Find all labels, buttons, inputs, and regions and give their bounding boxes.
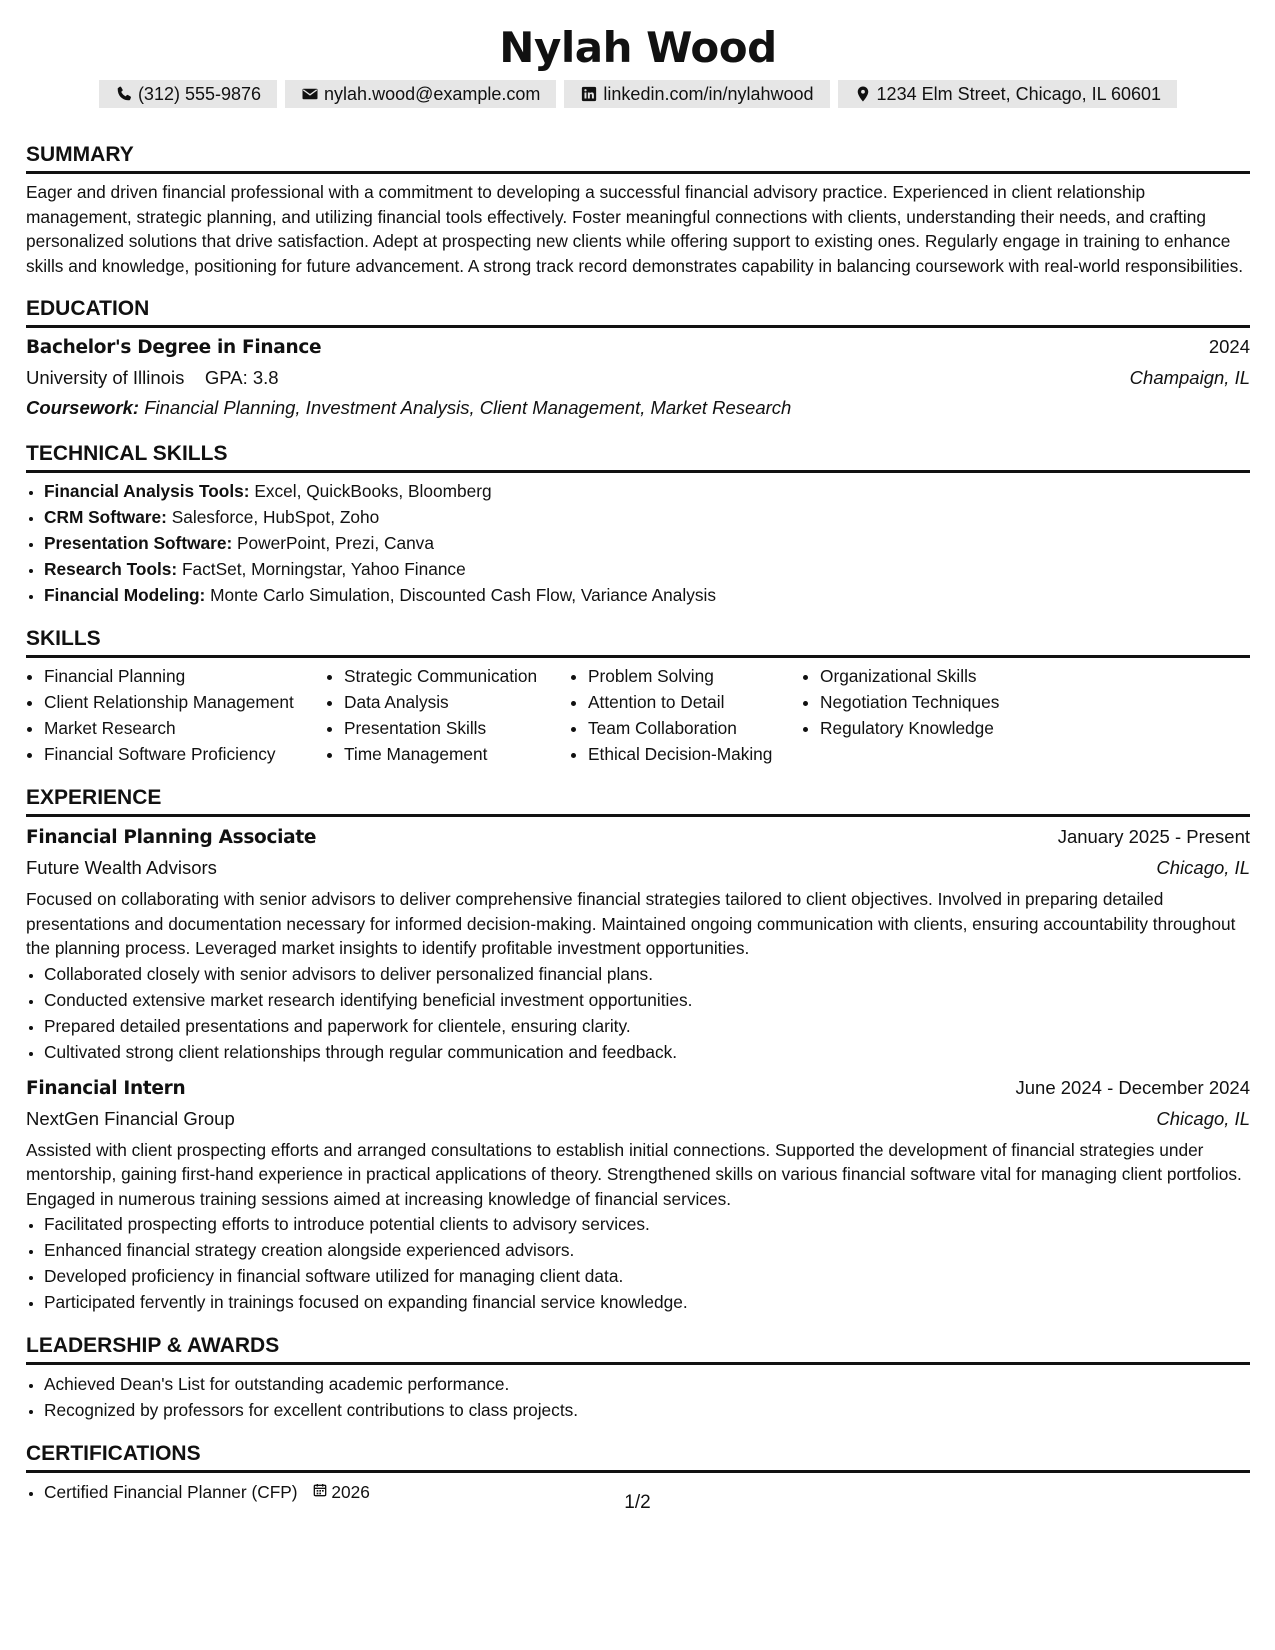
summary-heading: SUMMARY <box>26 142 1250 174</box>
envelope-icon <box>301 85 319 103</box>
education-section <box>26 296 1250 423</box>
email-text: nylah.wood@example.com <box>324 83 541 104</box>
list-item: • Strategic Communication <box>344 663 570 689</box>
skills-column <box>26 663 326 767</box>
skills-heading: SKILLS <box>26 626 1250 658</box>
company-name: NextGen Financial Group <box>26 1107 235 1129</box>
school-line <box>26 363 279 393</box>
technical-skills-section <box>26 441 1250 608</box>
job-title-text: Financial Intern <box>26 1077 186 1099</box>
summary-section <box>26 142 1250 278</box>
list-item: • Problem Solving <box>588 663 802 689</box>
list-item: • Financial Software Proficiency <box>44 741 326 767</box>
list-item: • Attention to Detail <box>588 689 802 715</box>
degree-title: Bachelor's Degree in Finance <box>26 337 322 358</box>
list-item: • Facilitated prospecting efforts to introduce potential clients to advisory services. <box>44 1211 1250 1237</box>
address-text: 1234 Elm Street, Chicago, IL 60601 <box>876 83 1162 104</box>
skills-column <box>570 663 802 767</box>
list-item <box>44 556 1250 582</box>
job-title-text: Financial Planning Associate <box>26 827 317 848</box>
list-item: • Organizational Skills <box>820 663 1080 689</box>
list-item <box>44 478 1250 504</box>
gpa: GPA: 3.8 <box>204 367 279 388</box>
list-item: • Achieved Dean's List for outstanding academic performance. <box>44 1371 1250 1397</box>
certification-name: Certified Financial Planner (CFP) <box>44 1482 298 1502</box>
job-location: Chicago, IL <box>1156 1107 1250 1129</box>
education-heading: EDUCATION <box>26 296 1250 328</box>
job-dates: June 2024 - December 2024 <box>1015 1076 1250 1098</box>
skills-column <box>802 663 1080 767</box>
leadership-section <box>26 1333 1250 1423</box>
job-header-row <box>26 1073 1250 1104</box>
list-item: • Data Analysis <box>344 689 570 715</box>
linkedin-text: linkedin.com/in/nylahwood <box>603 83 814 104</box>
job-company-row <box>26 853 1250 883</box>
job-title <box>26 823 316 853</box>
summary-text: Eager and driven financial professional with a commitment to developing a successful financial advisory practice. Experienced in client relationship management, strategic planning, and utilizing financial tools effectively. Foster meaningful connections with clients, understanding their needs, and crafting personalized solutions that drive satisfaction. Adept at prospecting new clients while offering support to existing ones. Regularly engage in training to enhance skills and knowledge, positioning for future advancement. A strong track record demonstrates capability in balancing coursework with real-world responsibilities. <box>26 182 1244 276</box>
list-item: • Conducted extensive market research identifying beneficial investment opportunities. <box>44 987 1250 1013</box>
list-item: • Prepared detailed presentations and paperwork for clientele, ensuring clarity. <box>44 1013 1250 1039</box>
job-entry <box>26 822 1250 1065</box>
job-dates: January 2025 - Present <box>1057 826 1250 847</box>
experience-heading: EXPERIENCE <box>26 785 1250 817</box>
graduation-year: 2024 <box>1208 336 1250 357</box>
skill-category-value: FactSet, Morningstar, Yahoo Finance <box>181 559 466 579</box>
list-item <box>44 582 1250 608</box>
skill-category-value: Salesforce, HubSpot, Zoho <box>171 507 380 527</box>
company-name: Future Wealth Advisors <box>26 857 217 878</box>
job-header-row <box>26 822 1250 853</box>
technical-skills-heading: TECHNICAL SKILLS <box>26 441 1250 473</box>
list-item <box>44 504 1250 530</box>
list-item <box>44 530 1250 556</box>
contact-linkedin[interactable] <box>564 80 829 108</box>
school-name: University of Illinois <box>26 367 185 388</box>
skill-category-value: PowerPoint, Prezi, Canva <box>237 533 434 553</box>
list-item: • Ethical Decision-Making <box>588 741 802 767</box>
leadership-list <box>26 1371 1250 1423</box>
list-item: • Negotiation Techniques <box>820 689 1080 715</box>
list-item: • Cultivated strong client relationships through regular communication and feedback. <box>44 1039 1250 1065</box>
skills-column <box>326 663 570 767</box>
list-item: • Collaborated closely with senior advisors to deliver personalized financial plans. <box>44 961 1250 987</box>
certification-year: 2026 <box>331 1482 370 1502</box>
phone-icon <box>115 85 133 103</box>
coursework-label: Coursework: <box>26 397 140 418</box>
skill-category-label: Financial Analysis Tools: <box>44 481 250 501</box>
job-bullets <box>26 1211 1250 1315</box>
list-item: • Developed proficiency in financial software utilized for managing client data. <box>44 1263 1250 1289</box>
contact-email[interactable] <box>285 80 556 108</box>
resume-page <box>26 20 1250 1505</box>
job-description: Assisted with client prospecting efforts and arranged consultations to establish initial connections. Supported the development of financial strategies under mentorship, gaining first-hand experience in practical applications of theory. Strengthened skills on various financial software vital for managing client portfolios. Engaged in numerous training sessions aimed at increasing knowledge of financial services. <box>26 1139 1242 1209</box>
linkedin-icon <box>580 85 598 103</box>
leadership-heading: LEADERSHIP & AWARDS <box>26 1333 1250 1365</box>
education-school-row <box>26 363 1250 393</box>
job-location: Chicago, IL <box>1156 857 1250 878</box>
list-item: • Financial Planning <box>44 663 326 689</box>
list-item: • Client Relationship Management <box>44 689 326 715</box>
job-entry <box>26 1073 1250 1316</box>
contact-phone[interactable] <box>99 80 277 108</box>
list-item: • Participated fervently in trainings focused on expanding financial service knowledge. <box>44 1289 1250 1315</box>
school-location: Champaign, IL <box>1129 367 1250 388</box>
skill-category-value: Excel, QuickBooks, Bloomberg <box>254 481 492 501</box>
coursework-line <box>26 393 1250 423</box>
candidate-name: Nylah Wood <box>499 23 777 72</box>
job-description: Focused on collaborating with senior advisors to deliver comprehensive financial strategies tailored to client objectives. Involved in preparing detailed presentations and documentation necessary for informed decision-making. Maintained ongoing communication with clients, ensuring accountability throughout the planning process. Leveraged market insights to identify profitable investment opportunities. <box>26 889 1236 958</box>
list-item: • Presentation Skills <box>344 715 570 741</box>
technical-skills-list <box>26 478 1250 608</box>
experience-section <box>26 785 1250 1315</box>
skill-category-label: Presentation Software: <box>44 533 233 553</box>
list-item: • Market Research <box>44 715 326 741</box>
skill-category-label: Financial Modeling: <box>44 585 206 605</box>
list-item: • Regulatory Knowledge <box>820 715 1080 741</box>
contact-bar <box>26 80 1250 108</box>
skill-category-value: Monte Carlo Simulation, Discounted Cash Flow, Variance Analysis <box>210 585 716 605</box>
list-item: • Enhanced financial strategy creation alongside experienced advisors. <box>44 1237 1250 1263</box>
certifications-heading: CERTIFICATIONS <box>26 1441 1250 1473</box>
skill-category-label: CRM Software: <box>44 507 167 527</box>
list-item: • Recognized by professors for excellent contributions to class projects. <box>44 1397 1250 1423</box>
skill-category-label: Research Tools: <box>44 559 178 579</box>
contact-address <box>838 80 1178 108</box>
list-item: • Time Management <box>344 741 570 767</box>
location-pin-icon <box>854 85 872 103</box>
education-header-row <box>26 332 1250 363</box>
list-item: • Team Collaboration <box>588 715 802 741</box>
skills-section <box>26 626 1250 767</box>
job-company-row <box>26 1104 1250 1134</box>
skills-grid <box>26 663 1250 767</box>
job-bullets <box>26 961 1250 1065</box>
job-title <box>26 1074 185 1104</box>
coursework-list: Financial Planning, Investment Analysis, Client Management, Market Research <box>144 397 792 418</box>
page-number: 1/2 <box>624 1492 651 1513</box>
phone-text: (312) 555-9876 <box>137 83 262 104</box>
